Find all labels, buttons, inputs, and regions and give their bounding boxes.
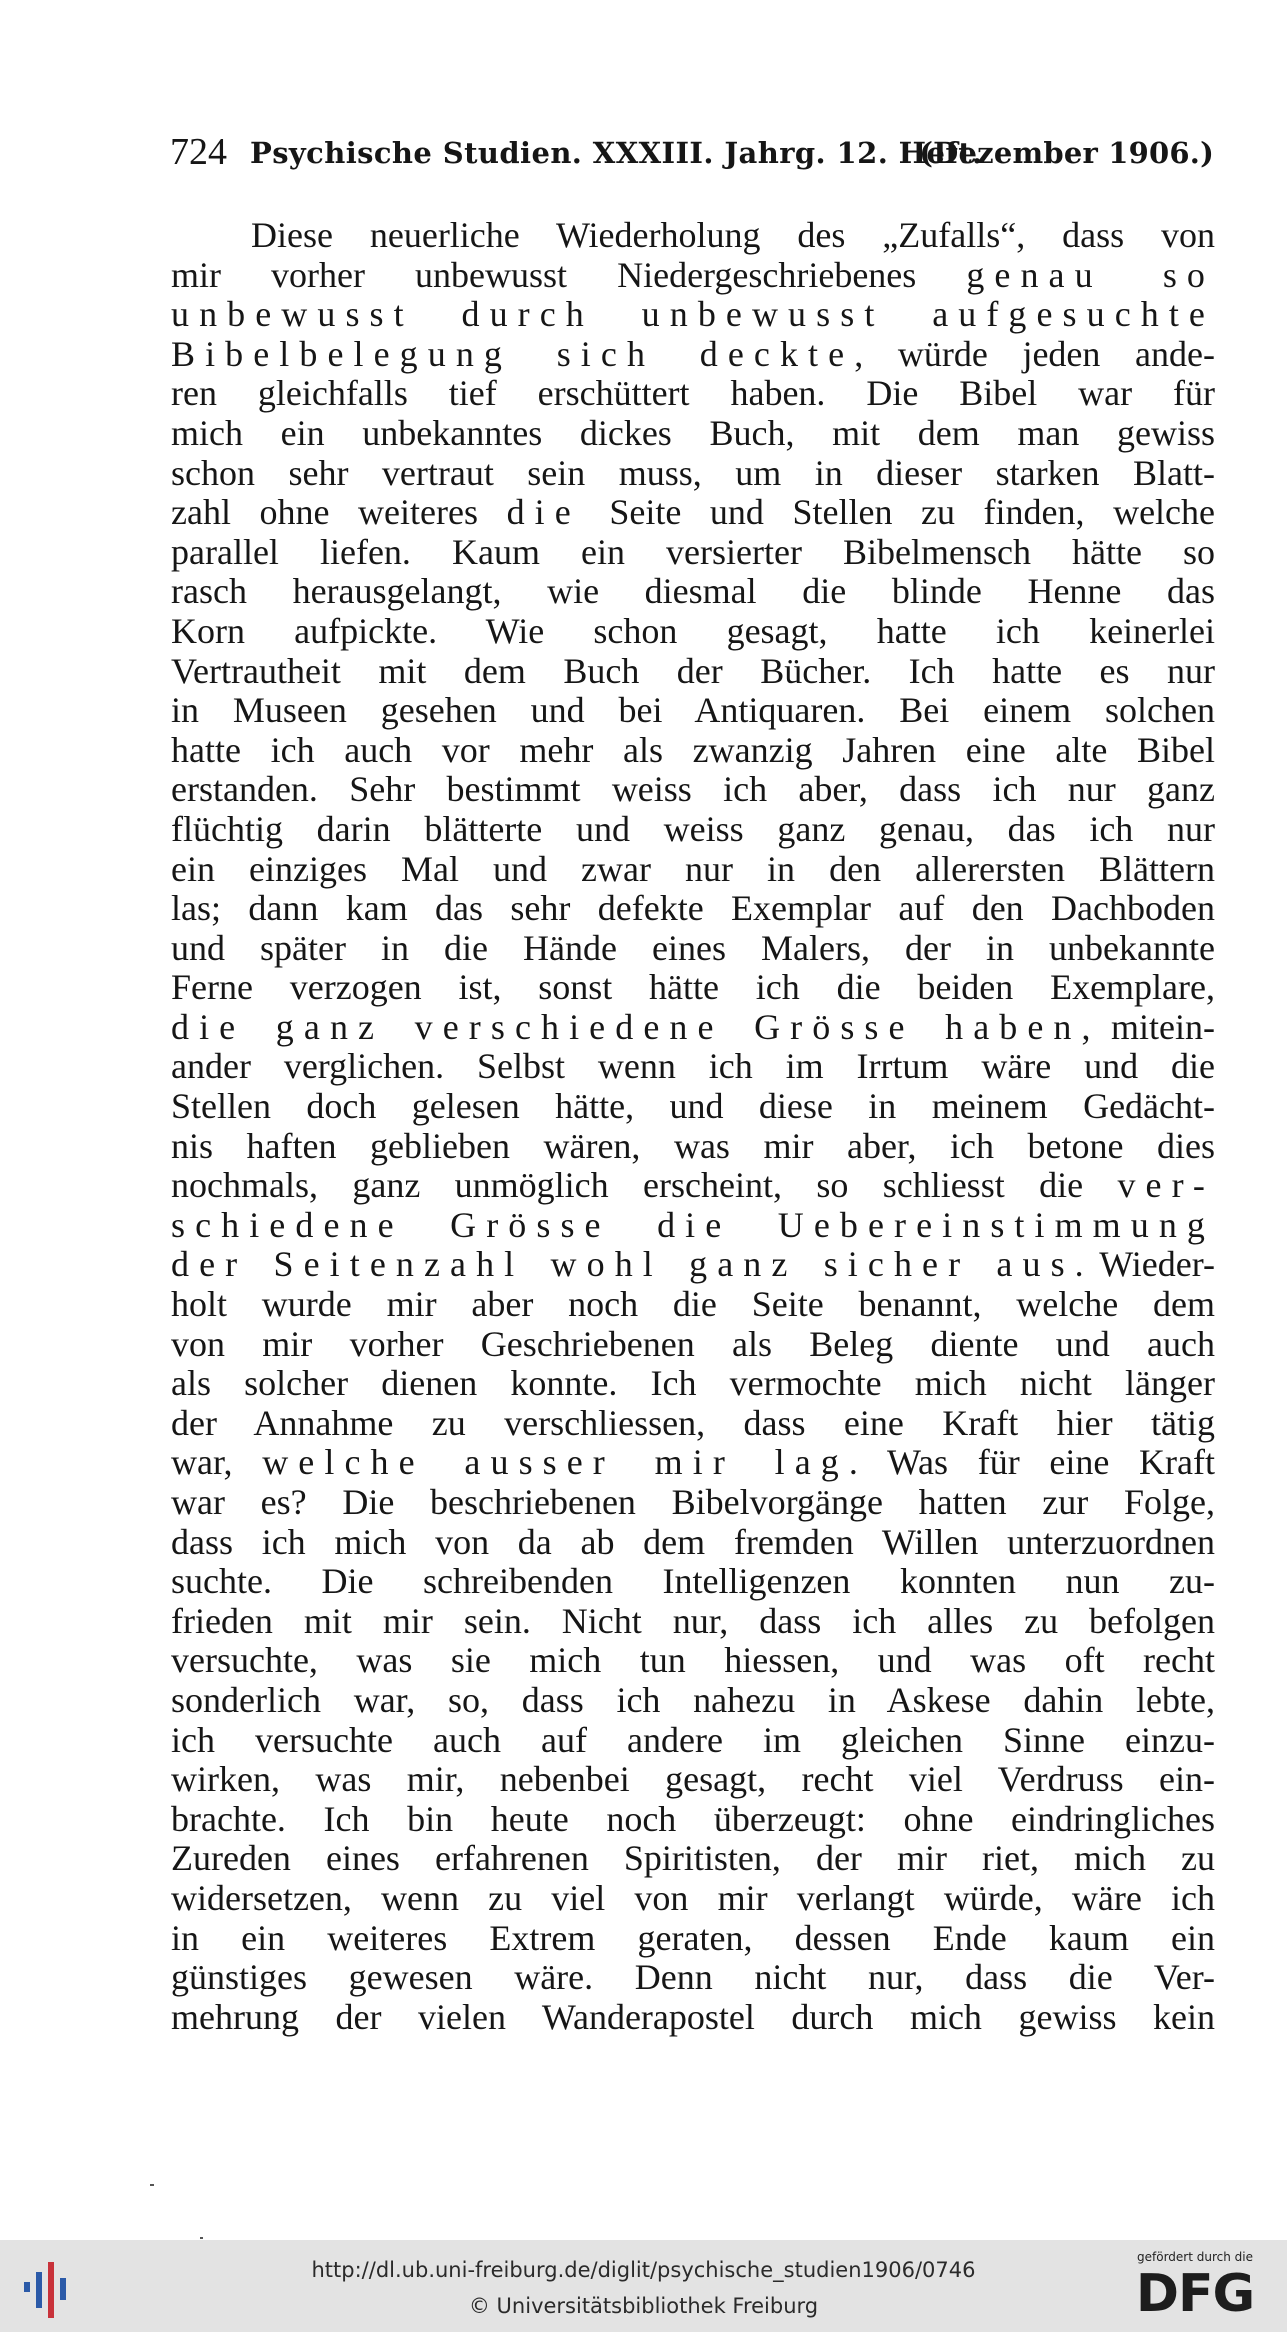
text-run: Vertrautheit mit dem Buch der Bücher. Ich hatte es nur [171, 650, 1215, 691]
text-run: . Was für eine Kraft [848, 1442, 1216, 1483]
text-run: in ein weiteres Extrem geraten, dessen Ende kaum ein [171, 1917, 1215, 1958]
text-line [171, 374, 1215, 414]
spaced-emphasis: welche ausser mir lag [262, 1442, 849, 1483]
text-line [171, 1839, 1215, 1879]
spaced-emphasis: die [506, 492, 581, 533]
text-run: günstiges gewesen wäre. Denn nicht nur, dass die Ver- [171, 1957, 1215, 1998]
text-run: und später in die Hände eines Malers, der in unbekannte [171, 927, 1215, 968]
text-run: erstanden. Sehr bestimmt weiss ich aber, dass ich nur ganz [171, 769, 1215, 810]
text-run: Seite und Stellen zu finden, welche [580, 492, 1216, 533]
text-line [171, 691, 1215, 731]
spaced-emphasis: genau so [966, 254, 1215, 295]
page-number: 724 [170, 131, 227, 173]
text-line [171, 929, 1215, 969]
text-line [171, 335, 1215, 375]
text-line [171, 414, 1215, 454]
text-run: schon sehr vertraut sein muss, um in dieser starken Blatt- [171, 452, 1215, 493]
text-run: frieden mit mir sein. Nicht nur, dass ich alles zu befolgen [171, 1600, 1215, 1641]
text-run: in Museen gesehen und bei Antiquaren. Bei einem solchen [171, 690, 1215, 731]
text-run: , mitein- [1081, 1006, 1215, 1047]
text-line [171, 1047, 1215, 1087]
text-run: nochmals, ganz unmöglich erscheint, so schliesst die [171, 1165, 1118, 1206]
spaced-emphasis: unbewusst durch unbewusst aufgesuchte [171, 294, 1215, 335]
text-run: von mir vorher Geschriebenen als Beleg diente und auch [171, 1323, 1215, 1364]
text-line [171, 216, 1215, 256]
spaced-emphasis: Bibelbelegung sich deckte [171, 333, 855, 374]
text-run: flüchtig darin blätterte und weiss ganz genau, das ich nur [171, 808, 1215, 849]
text-run: ein einziges Mal und zwar nur in den allerersten Blättern [171, 848, 1215, 889]
text-line [171, 1721, 1215, 1761]
text-line [171, 1523, 1215, 1563]
text-run: als solcher dienen konnte. Ich vermochte mich nicht länger [171, 1363, 1215, 1404]
footer-bar [0, 2240, 1287, 2332]
text-line [171, 1285, 1215, 1325]
text-run: holt wurde mir aber noch die Seite benannt, welche dem [171, 1284, 1215, 1325]
copyright-notice: © Universitätsbibliothek Freiburg [468, 2294, 819, 2318]
text-run: . Wieder- [1074, 1244, 1215, 1285]
text-run: dass ich mich von da ab dem fremden Willen unterzuordnen [171, 1521, 1215, 1562]
text-line [171, 1562, 1215, 1602]
text-line [171, 850, 1215, 890]
text-line [171, 1087, 1215, 1127]
text-line [171, 1641, 1215, 1681]
text-line [171, 770, 1215, 810]
spaced-emphasis: die ganz verschiedene Grösse haben [171, 1006, 1082, 1047]
text-line [171, 1404, 1215, 1444]
text-run: Diese neuerliche Wiederholung des „Zufalls“, dass von [251, 215, 1215, 255]
text-run: ich versuchte auch auf andere im gleichen Sinne einzu- [171, 1719, 1215, 1760]
text-run: las; dann kam das sehr defekte Exemplar auf den Dachboden [171, 888, 1215, 929]
dfg-logo: DFG [1135, 2264, 1255, 2324]
sponsor-note: gefördert durch die [1137, 2250, 1253, 2264]
text-run: Stellen doch gelesen hätte, und diese in meinem Gedächt- [171, 1086, 1215, 1127]
text-run: zahl ohne weiteres [171, 492, 507, 533]
text-line [171, 1998, 1215, 2038]
text-run: war, [171, 1442, 263, 1483]
text-run: brachte. Ich bin heute noch überzeugt: ohne eindringliches [171, 1798, 1215, 1839]
text-run: nis haften geblieben wären, was mir aber, ich betone dies [171, 1125, 1215, 1166]
issue-date: (Dezember 1906.) [919, 136, 1214, 170]
text-run: Korn aufpickte. Wie schon gesagt, hatte ich keinerlei [171, 610, 1215, 651]
text-run: widersetzen, wenn zu viel von mir verlangt würde, wäre ich [171, 1877, 1215, 1918]
spaced-emphasis: ver- [1117, 1165, 1215, 1206]
spaced-emphasis: schiedene Grösse die Uebereinstimmung [171, 1204, 1215, 1245]
text-line [171, 652, 1215, 692]
text-line [171, 889, 1215, 929]
running-header [170, 128, 1214, 176]
text-line [171, 1958, 1215, 1998]
text-line [171, 533, 1215, 573]
text-line [171, 1879, 1215, 1919]
text-line [171, 1602, 1215, 1642]
journal-title: Psychische Studien. XXXIII. Jahrg. 12. Heft. [250, 136, 983, 170]
text-line [171, 1127, 1215, 1167]
text-line [171, 454, 1215, 494]
text-run: versuchte, was sie mich tun hiessen, und was oft recht [171, 1640, 1215, 1681]
text-line [171, 256, 1215, 296]
text-run: der Annahme zu verschliessen, dass eine Kraft hier tätig [171, 1402, 1215, 1443]
scan-speck [200, 2237, 203, 2239]
text-run: mehrung der vielen Wanderapostel durch mich gewiss kein [171, 1996, 1215, 2037]
text-line [171, 1206, 1215, 1246]
text-run: suchte. Die schreibenden Intelligenzen konnten nun zu- [171, 1561, 1215, 1602]
text-line [171, 1760, 1215, 1800]
text-run: mir vorher unbewusst Niedergeschriebenes [171, 254, 967, 295]
text-line [171, 810, 1215, 850]
text-line [171, 1443, 1215, 1483]
text-run: ander verglichen. Selbst wenn ich im Irrtum wäre und die [171, 1046, 1215, 1087]
body-text [171, 216, 1215, 2037]
text-run: , würde jeden ande- [854, 333, 1215, 374]
text-line [171, 1483, 1215, 1523]
text-line [171, 612, 1215, 652]
text-line [171, 1681, 1215, 1721]
text-line [171, 1325, 1215, 1365]
text-line [171, 1800, 1215, 1840]
text-run: Zureden eines erfahrenen Spiritisten, der mir riet, mich zu [171, 1838, 1215, 1879]
text-run: Ferne verzogen ist, sonst hätte ich die beiden Exemplare, [171, 967, 1215, 1008]
text-line [171, 1166, 1215, 1206]
text-line [171, 731, 1215, 771]
spaced-emphasis: der Seitenzahl wohl ganz sicher aus [171, 1244, 1075, 1285]
text-line [171, 1008, 1215, 1048]
text-line [171, 1364, 1215, 1404]
text-run: ren gleichfalls tief erschüttert haben. Die Bibel war für [171, 373, 1215, 414]
text-line [171, 493, 1215, 533]
text-line [171, 295, 1215, 335]
text-line [171, 968, 1215, 1008]
text-run: war es? Die beschriebenen Bibelvorgänge hatten zur Folge, [171, 1482, 1215, 1522]
text-line [171, 572, 1215, 612]
text-run: rasch herausgelangt, wie diesmal die blinde Henne das [171, 571, 1215, 612]
text-run: mich ein unbekanntes dickes Buch, mit dem man gewiss [171, 412, 1215, 453]
text-run: hatte ich auch vor mehr als zwanzig Jahren eine alte Bibel [171, 729, 1215, 770]
text-line [171, 1919, 1215, 1959]
scan-speck [150, 2184, 154, 2186]
text-line [171, 1245, 1215, 1285]
text-run: parallel liefen. Kaum ein versierter Bibelmensch hätte so [171, 531, 1215, 572]
source-url[interactable]: http://dl.ub.uni-freiburg.de/diglit/psychische_studien1906/0746 [311, 2258, 976, 2282]
text-run: sonderlich war, so, dass ich nahezu in Askese dahin lebte, [171, 1679, 1215, 1720]
text-run: wirken, was mir, nebenbei gesagt, recht viel Verdruss ein- [171, 1759, 1215, 1800]
